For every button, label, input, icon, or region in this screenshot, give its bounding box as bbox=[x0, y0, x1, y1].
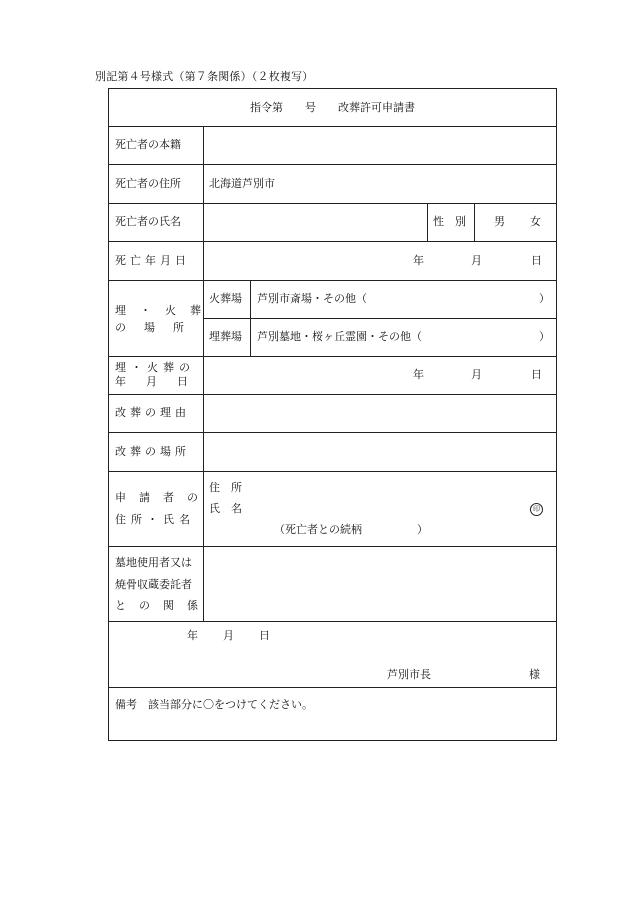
relation-field[interactable]: （死亡者との続柄 ） bbox=[274, 523, 428, 536]
label-relationship-3 bbox=[115, 599, 211, 613]
label-text: 死亡者の氏名 bbox=[115, 215, 181, 228]
label-honseki bbox=[115, 138, 197, 152]
address-field[interactable]: 北海道芦別市 bbox=[209, 177, 275, 190]
label-text: 改葬の理由 bbox=[115, 406, 190, 419]
row-divider bbox=[109, 394, 556, 395]
label-burial-date-1 bbox=[115, 361, 197, 375]
burial-label: 埋葬場 bbox=[209, 330, 242, 343]
column-divider bbox=[250, 280, 251, 356]
row-divider bbox=[109, 126, 556, 127]
burial-date-day: 日 bbox=[531, 368, 542, 381]
label-text: 墓地使用者又は bbox=[115, 556, 192, 569]
row-divider bbox=[109, 471, 556, 472]
column-divider bbox=[203, 126, 204, 621]
label-text: 改葬の場所 bbox=[115, 445, 190, 458]
row-divider bbox=[109, 241, 556, 242]
cremation-label: 火葬場 bbox=[209, 292, 242, 305]
label-address bbox=[115, 177, 197, 191]
row-divider bbox=[203, 318, 556, 319]
sex-label: 性 別 bbox=[433, 215, 466, 228]
remarks-text: 備考 該当部分に〇をつけてください。 bbox=[115, 698, 313, 711]
label-burial-place-1 bbox=[115, 304, 215, 318]
label-relationship-2 bbox=[115, 578, 203, 592]
form-title: 指令第 号 改葬許可申請書 bbox=[250, 101, 415, 114]
form-caption: 別記第４号様式（第７条関係）（２枚複写） bbox=[95, 70, 314, 83]
submit-year: 年 bbox=[187, 629, 198, 642]
label-text: 死亡年月日 bbox=[115, 254, 190, 267]
sex-option-male[interactable]: 男 bbox=[494, 215, 505, 228]
applicant-address-label: 住 所 bbox=[209, 481, 242, 494]
row-divider bbox=[109, 203, 556, 204]
label-text: 年月日 bbox=[115, 375, 208, 388]
applicant-name-label: 氏 名 bbox=[209, 502, 242, 515]
label-text: 申請者の bbox=[115, 491, 211, 504]
reburial-permit-application-form bbox=[108, 88, 557, 741]
row-divider bbox=[109, 280, 556, 281]
label-burial-date-2 bbox=[115, 375, 208, 389]
sex-option-female[interactable]: 女 bbox=[530, 215, 541, 228]
label-death-date bbox=[115, 254, 197, 268]
label-relationship-1 bbox=[115, 556, 203, 570]
burial-date-month: 月 bbox=[471, 368, 482, 381]
label-applicant-1 bbox=[115, 491, 211, 505]
row-divider bbox=[109, 687, 556, 688]
mayor-label: 芦別市長 bbox=[387, 668, 431, 681]
label-reason bbox=[115, 406, 197, 420]
burial-field[interactable]: 芦別墓地・桜ヶ丘霊園・その他（ bbox=[257, 330, 422, 343]
label-text: の場所 bbox=[115, 321, 202, 334]
death-date-day: 日 bbox=[531, 254, 542, 267]
label-reburial-place bbox=[115, 445, 197, 459]
submit-day: 日 bbox=[259, 629, 270, 642]
seal-mark: 印 bbox=[530, 503, 543, 516]
label-burial-place-2 bbox=[115, 321, 202, 335]
cremation-close: ） bbox=[539, 292, 550, 305]
column-divider bbox=[474, 203, 475, 241]
label-text: 住所・氏名 bbox=[115, 513, 195, 526]
row-divider bbox=[109, 621, 556, 622]
burial-close: ） bbox=[539, 330, 550, 343]
label-applicant-2 bbox=[115, 513, 197, 527]
reason-field[interactable] bbox=[209, 406, 549, 420]
label-text: 埋・火葬の bbox=[115, 361, 195, 374]
label-text: 焼骨収蔵委託者 bbox=[115, 578, 192, 591]
row-divider bbox=[109, 356, 556, 357]
row-divider bbox=[109, 432, 556, 433]
label-name bbox=[115, 215, 197, 229]
label-text: 埋・火葬 bbox=[115, 304, 215, 317]
submit-month: 月 bbox=[223, 629, 234, 642]
row-divider bbox=[109, 546, 556, 547]
burial-date-year: 年 bbox=[413, 368, 424, 381]
label-text: 死亡者の住所 bbox=[115, 177, 181, 190]
death-date-year: 年 bbox=[413, 254, 424, 267]
cremation-field[interactable]: 芦別市斎場・その他（ bbox=[257, 292, 367, 305]
label-text: 死亡者の本籍 bbox=[115, 138, 181, 151]
reburial-place-field[interactable] bbox=[209, 445, 549, 459]
sama-label: 様 bbox=[529, 668, 540, 681]
row-divider bbox=[109, 164, 556, 165]
label-text: との関係 bbox=[115, 599, 211, 612]
column-divider bbox=[427, 203, 428, 241]
death-date-month: 月 bbox=[471, 254, 482, 267]
